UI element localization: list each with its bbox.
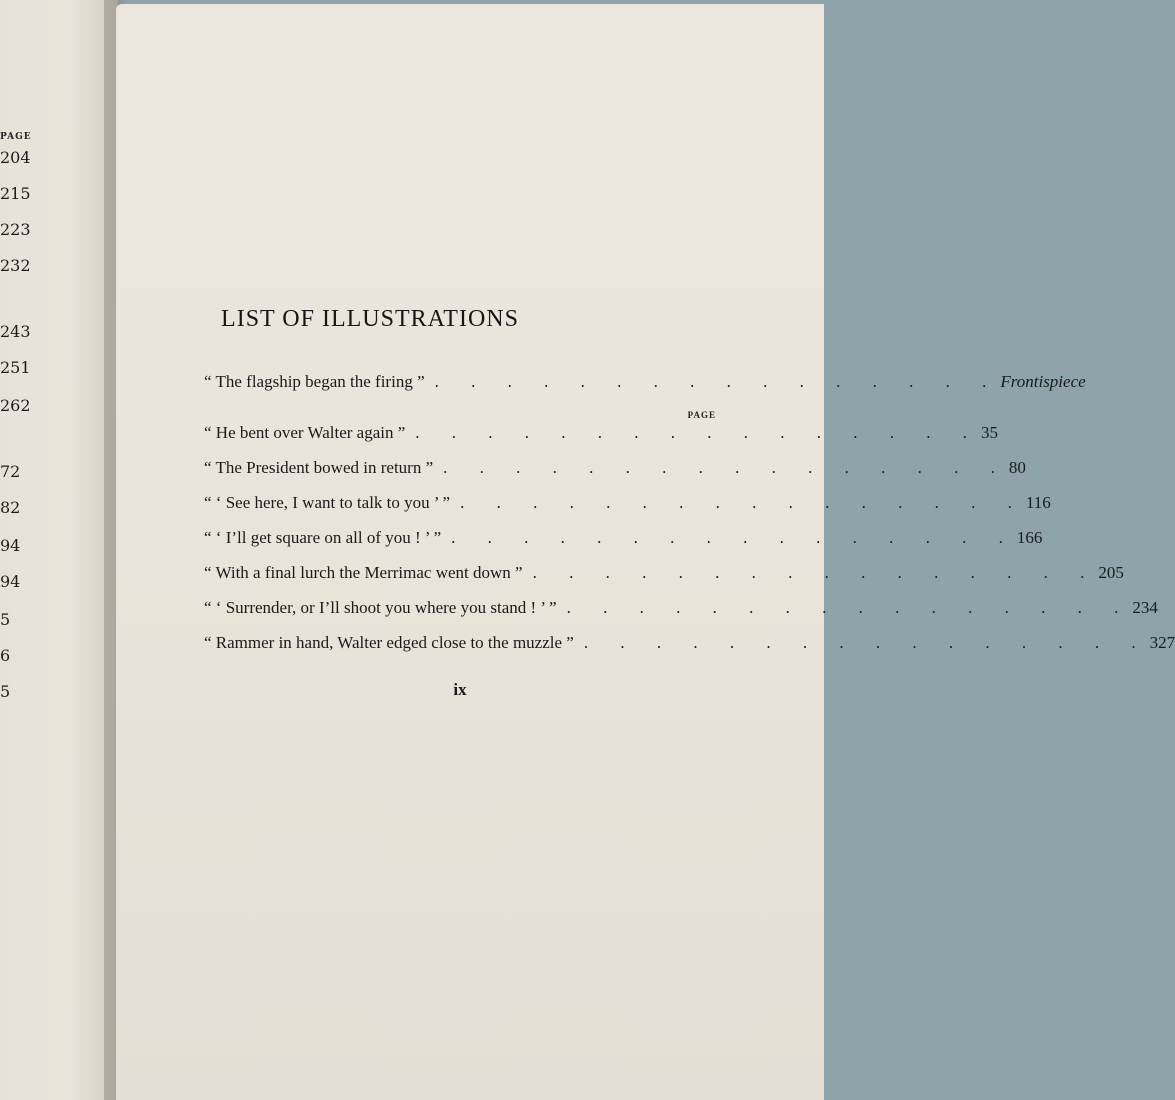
left-page-header: PAGE <box>0 132 32 142</box>
illustration-caption: “ Rammer in hand, Walter edged close to the muzzle ” <box>204 633 574 652</box>
illustration-caption: “ The flagship began the firing ” <box>204 372 425 391</box>
left-page-number: 94 <box>0 572 21 591</box>
illustration-caption: “ The President bowed in return ” <box>204 458 434 477</box>
illustration-page: 205 <box>1098 563 1124 582</box>
left-page-number: 251 <box>0 358 31 377</box>
illustration-page: 327 <box>1149 633 1175 652</box>
right-page <box>116 4 824 1100</box>
left-page-number: 204 <box>0 148 31 167</box>
left-page-number: 223 <box>0 220 31 239</box>
illustration-page: Frontispiece <box>1000 372 1086 391</box>
dot-leader: . . . . . . . . . . . . . . . . <box>434 372 1001 391</box>
illustration-page: 35 <box>981 423 999 442</box>
illustration-caption: “ ‘ Surrender, or I’ll shoot you where you stand ! ’ ” <box>204 598 557 617</box>
left-page-number: 82 <box>0 498 21 517</box>
left-page-number: 94 <box>0 536 21 555</box>
page-column-header: PAGE <box>687 410 716 420</box>
illustration-caption: “ ‘ See here, I want to talk to you ’ ” <box>204 493 451 512</box>
list-item <box>204 598 1158 620</box>
illustration-page: 166 <box>1016 528 1043 547</box>
left-page-number: 5 <box>0 610 11 629</box>
illustration-page: 234 <box>1132 598 1158 617</box>
list-item <box>204 493 1051 515</box>
dot-leader: . . . . . . . . . . . . . . . . <box>451 528 1017 547</box>
dot-leader: . . . . . . . . . . . . . . . . <box>443 458 1009 477</box>
list-item <box>204 563 1124 585</box>
left-page <box>0 0 118 1100</box>
dot-leader: . . . . . . . . . . . . . . . . <box>415 423 982 442</box>
left-page-number: 262 <box>0 396 31 415</box>
illustration-caption: “ ‘ I’ll get square on all of you ! ’ ” <box>204 528 442 547</box>
illustration-caption: “ With a final lurch the Merrimac went down ” <box>204 563 523 582</box>
page-folio: ix <box>453 680 467 699</box>
list-item <box>204 633 1175 655</box>
list-item <box>204 423 999 445</box>
left-page-number: 6 <box>0 646 11 665</box>
dot-leader: . . . . . . . . . . . . . . . . <box>460 493 1026 512</box>
illustration-page: 116 <box>1025 493 1051 512</box>
illustration-caption: “ He bent over Walter again ” <box>204 423 406 442</box>
illustration-page: 80 <box>1008 458 1026 477</box>
left-page-number: 5 <box>0 682 11 701</box>
left-page-number: 72 <box>0 462 21 481</box>
left-page-number: 243 <box>0 322 31 341</box>
left-page-number: 232 <box>0 256 31 275</box>
page-title: LIST OF ILLUSTRATIONS <box>221 306 519 332</box>
dot-leader: . . . . . . . . . . . . . . . . <box>583 633 1150 652</box>
list-item <box>204 458 1026 480</box>
list-item <box>204 528 1043 550</box>
dot-leader: . . . . . . . . . . . . . . . . <box>532 563 1099 582</box>
dot-leader: . . . . . . . . . . . . . . . . <box>566 598 1133 617</box>
left-page-number: 215 <box>0 184 31 203</box>
list-item <box>204 372 1086 394</box>
